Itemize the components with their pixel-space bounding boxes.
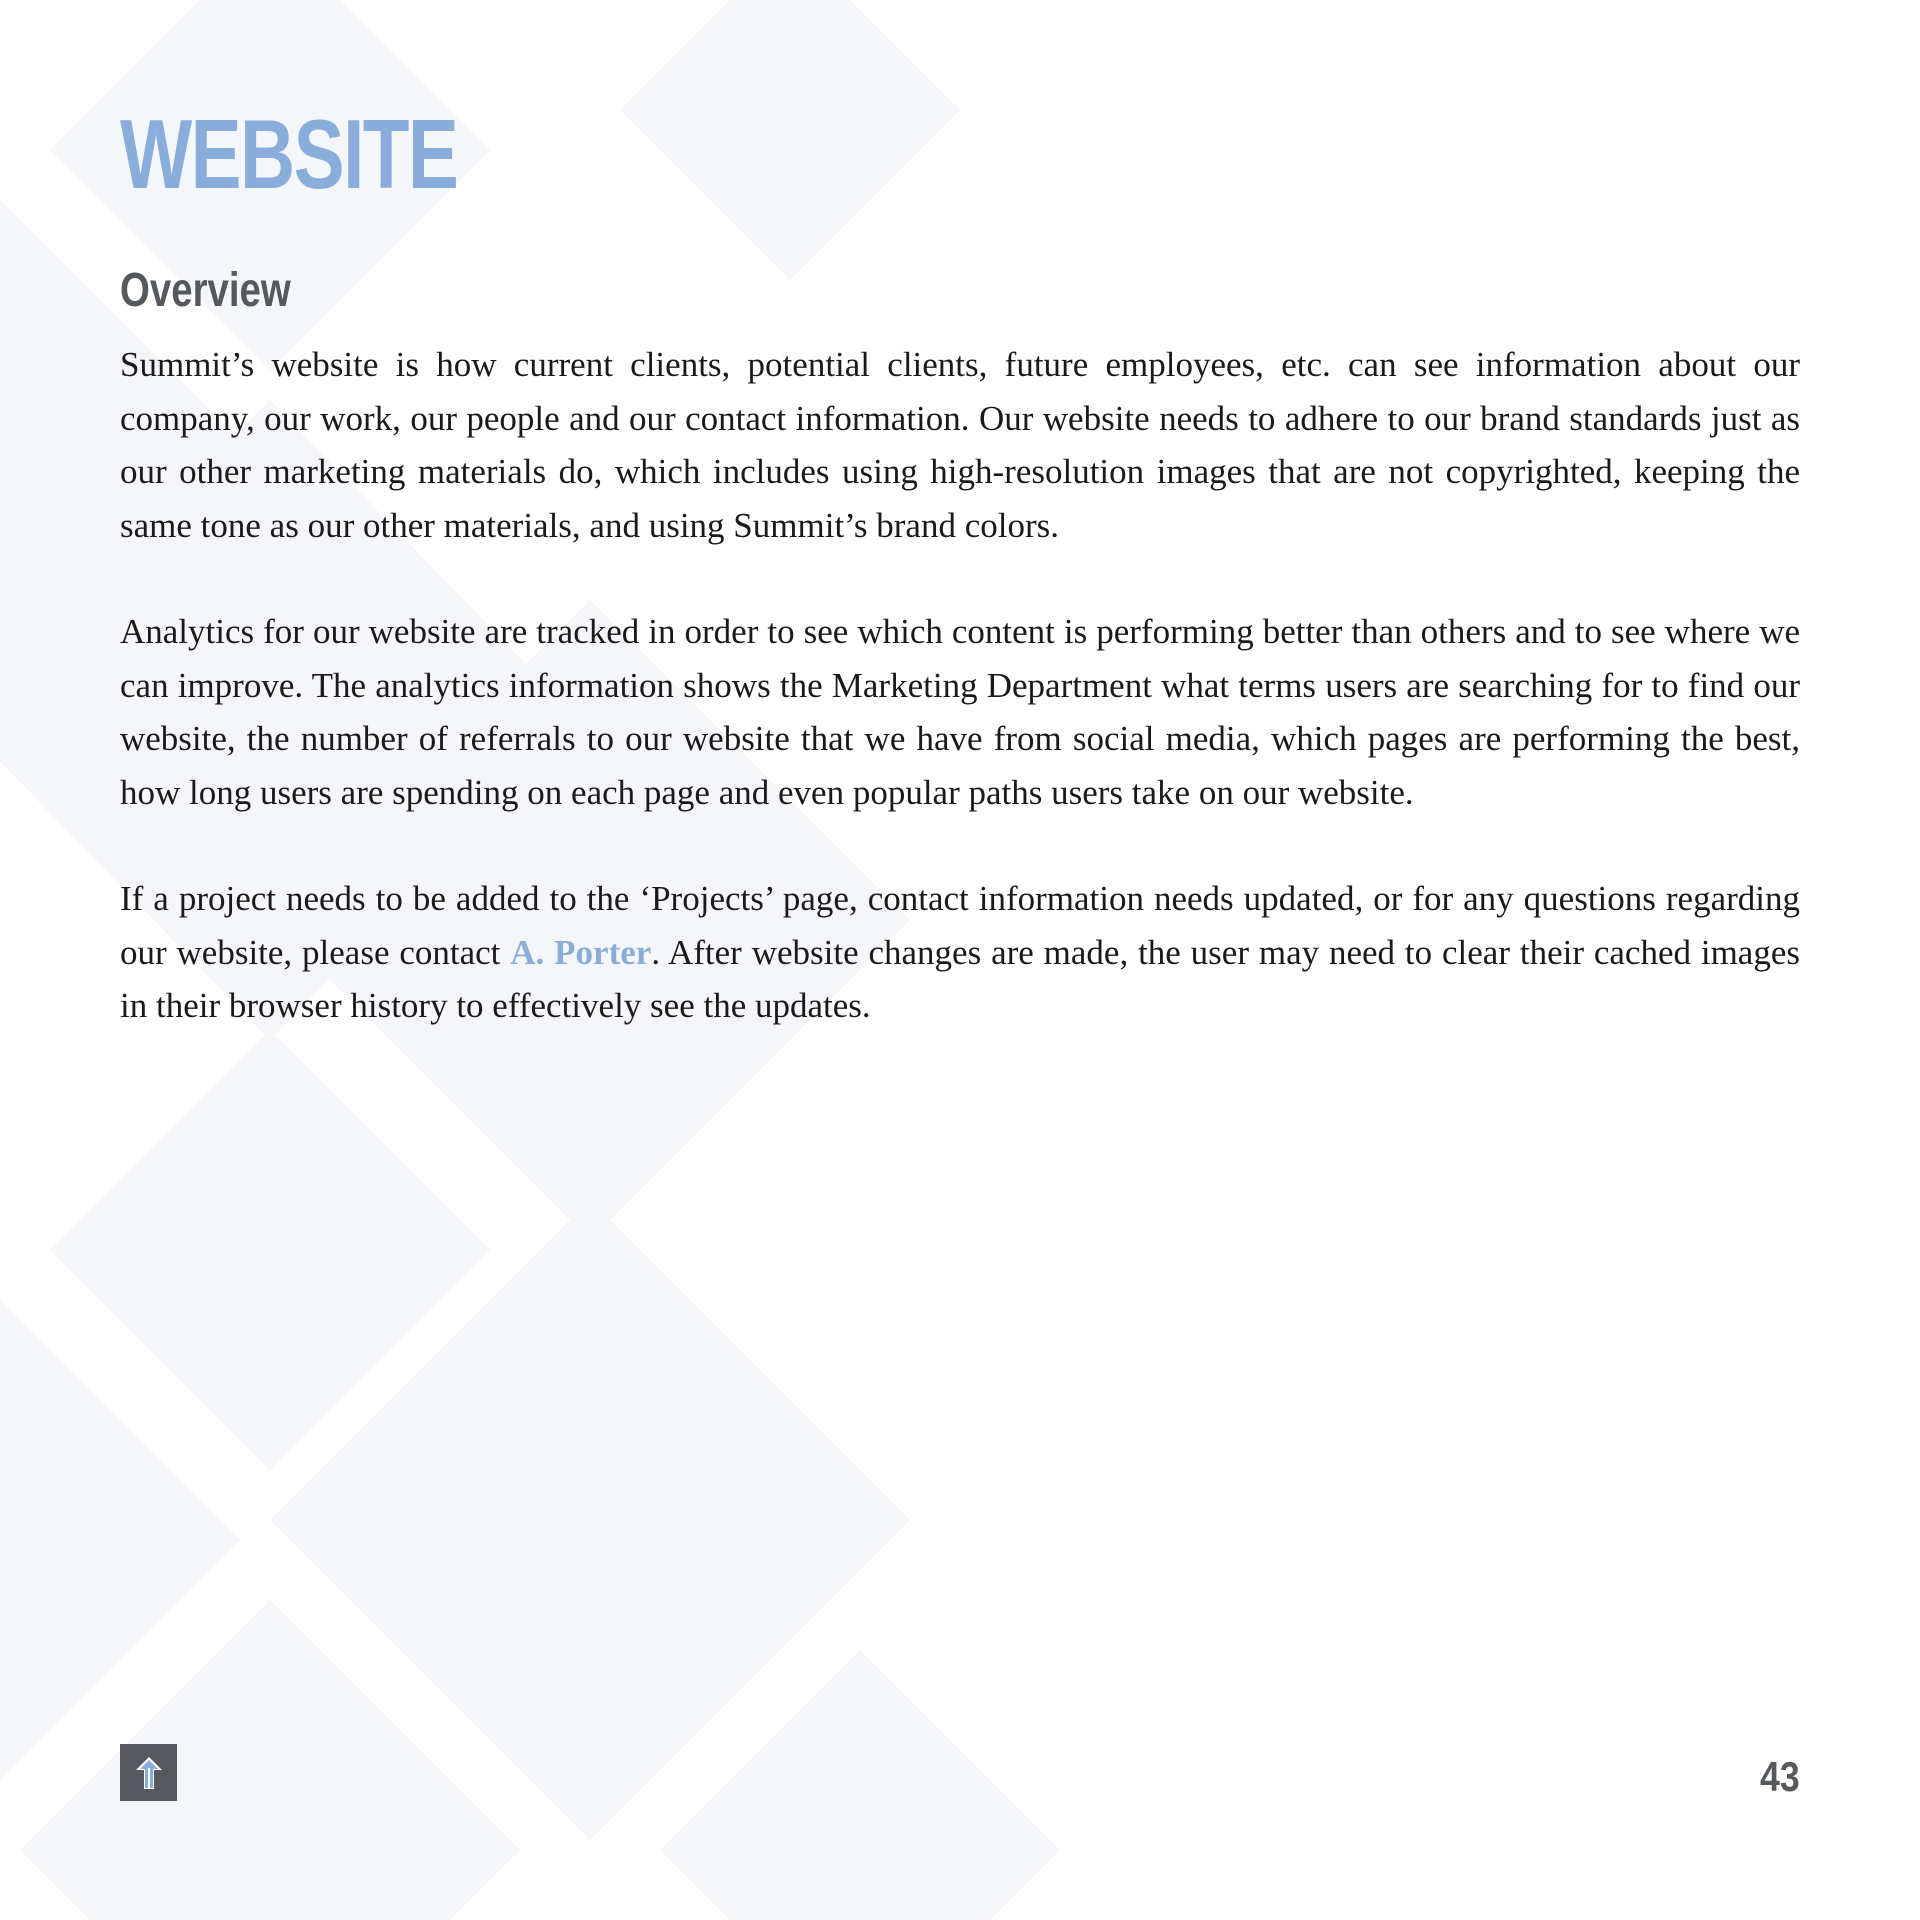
- paragraph-analytics: Analytics for our website are tracked in order to see which content is performing better than others and to see where we can improve. The analytics information shows the Marketing Department what terms users are searching for to find our website, the number of referrals to our website that we have from social media, which pages are performing the best, how long users are spending on each page and even popular paths users take on our website.: [120, 612, 1800, 812]
- contact-link-a-porter[interactable]: A. Porter: [510, 932, 652, 972]
- paragraph-contact-before: If a project needs to be added to the ‘Projects’ page, contact information needs updated, or for any questions regarding our website, please contact: [120, 879, 1800, 972]
- body-text: [120, 338, 1800, 1086]
- paragraph-contact: [120, 872, 1800, 1033]
- paragraph-overview: Summit’s website is how current clients, potential clients, future employees, etc. can see information about our company, our work, our people and our contact information. Our website needs to adhere to our brand standards just as our other marketing materials do, which includes using high-resolution images that are not copyrighted, keeping the same tone as our other materials, and using Summit’s brand colors.: [120, 345, 1800, 545]
- page-title: WEBSITE: [120, 99, 458, 209]
- page-number: 43: [1760, 1753, 1800, 1800]
- section-heading-overview: Overview: [120, 264, 291, 317]
- back-to-top-button[interactable]: [120, 1744, 177, 1801]
- double-up-arrow-icon: [134, 1756, 164, 1790]
- paragraph-contact-after: . After website changes are made, the user may need to clear their cached images in their browser history to effectively see the updates.: [120, 932, 1800, 1025]
